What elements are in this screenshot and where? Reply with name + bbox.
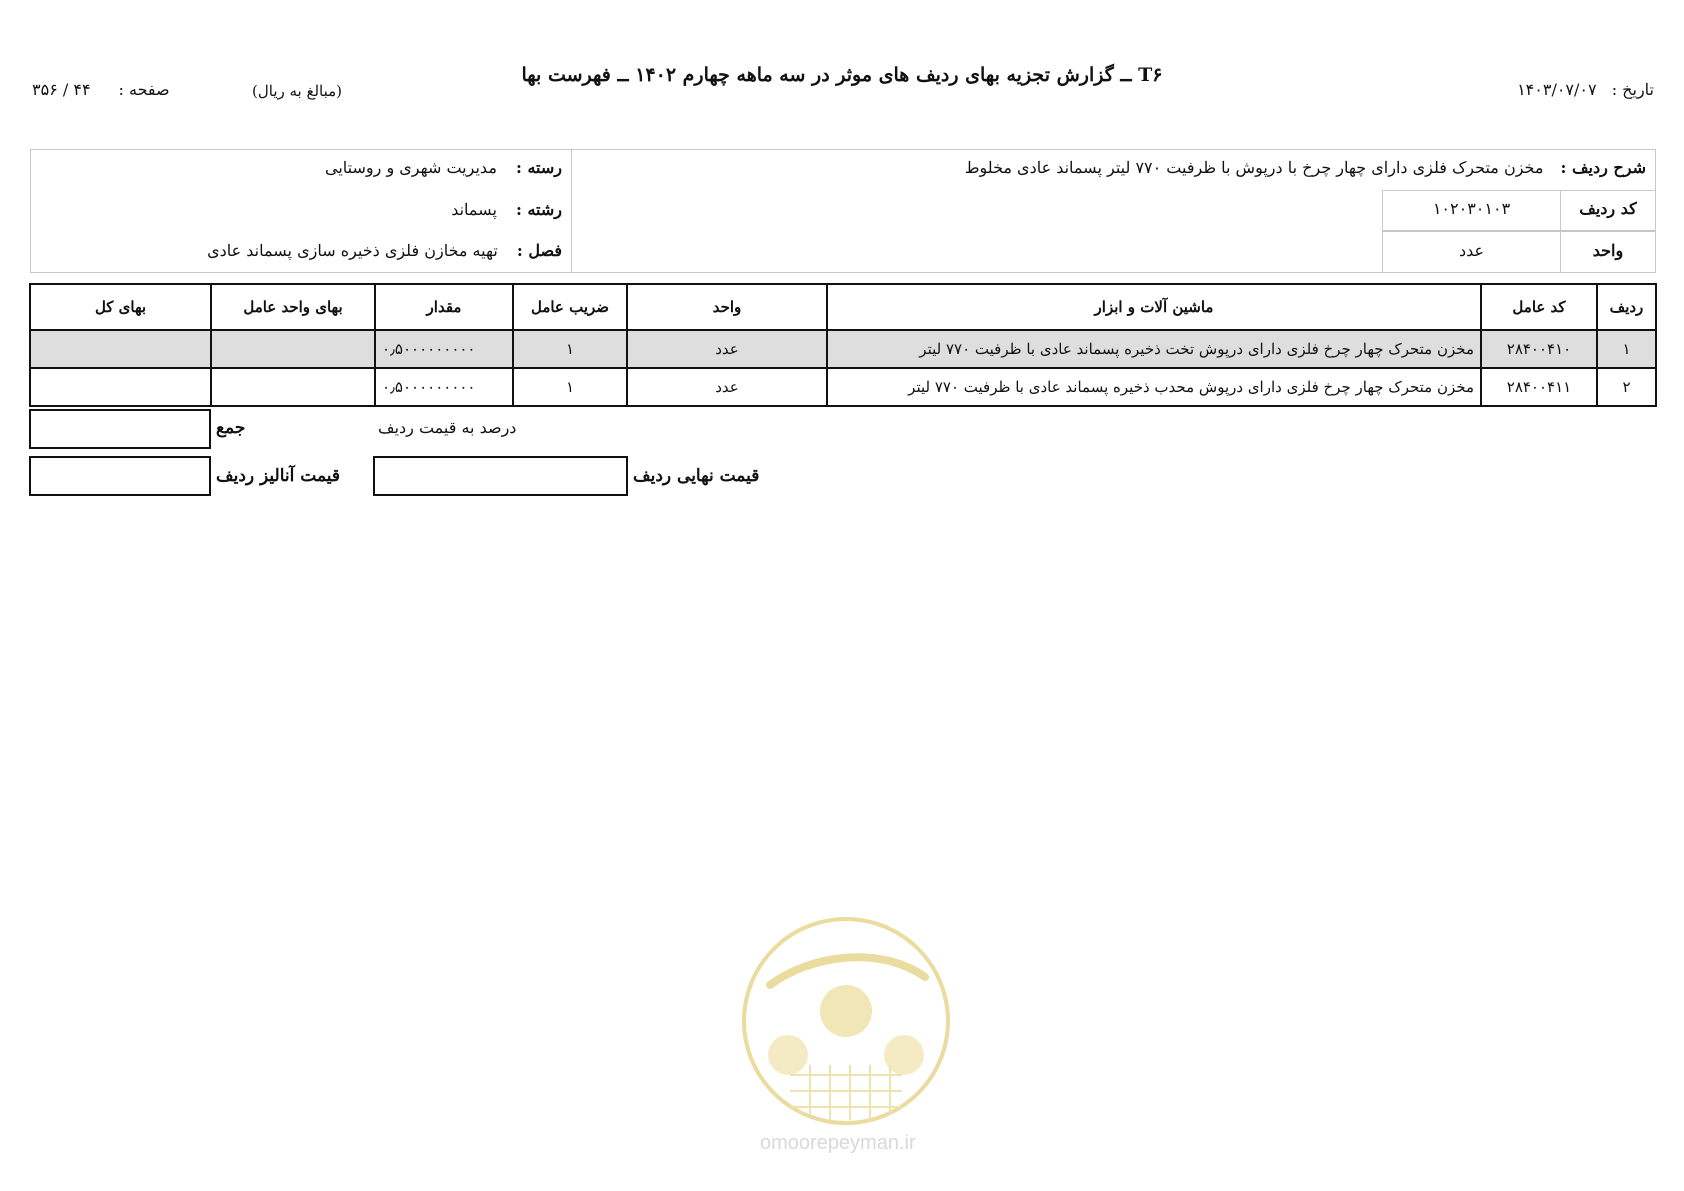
chapter-value: تهیه مخازن فلزی ذخیره سازی پسماند عادی <box>207 241 498 260</box>
unit: عدد <box>627 330 827 368</box>
page-label: صفحه : <box>118 80 170 99</box>
unit: عدد <box>627 368 827 406</box>
category-row <box>325 158 562 177</box>
final-price-label: قیمت نهایی ردیف <box>633 466 760 486</box>
analysis-price-box <box>29 456 211 496</box>
header-row-number: ردیف <box>1597 284 1656 330</box>
chapter-row <box>207 241 562 260</box>
row-number: ۲ <box>1597 368 1656 406</box>
header-unit: واحد <box>627 284 827 330</box>
page-value: ۴۴ / ۳۵۶ <box>32 80 91 99</box>
code-value: ۱۰۲۰۳۰۱۰۳ <box>1432 199 1511 218</box>
date-block <box>1517 80 1654 99</box>
info-divider <box>571 149 572 273</box>
unit-value: عدد <box>1458 241 1485 260</box>
currency-note: (مبالغ به ریال) <box>252 82 343 100</box>
watermark-logo <box>740 915 952 1127</box>
code-label: کد ردیف <box>1579 199 1637 218</box>
date-value: ۱۴۰۳/۰۷/۰۷ <box>1517 80 1597 99</box>
total-price <box>30 330 211 368</box>
header-unit-price: بهای واحد عامل <box>211 284 375 330</box>
factor-code: ۲۸۴۰۰۴۱۰ <box>1481 330 1597 368</box>
table-header-row <box>30 284 1656 330</box>
sum-label: جمع <box>216 418 246 438</box>
factor-coef: ۱ <box>513 368 627 406</box>
description-row <box>600 158 1646 177</box>
description-label: شرح ردیف : <box>1560 158 1646 177</box>
watermark-seal-icon <box>740 915 952 1127</box>
field-label: رشته : <box>515 200 562 219</box>
final-price-box <box>373 456 628 496</box>
header-machinery: ماشین آلات و ابزار <box>827 284 1481 330</box>
factor-coef: ۱ <box>513 330 627 368</box>
header-quantity: مقدار <box>375 284 513 330</box>
factor-code: ۲۸۴۰۰۴۱۱ <box>1481 368 1597 406</box>
page-block <box>32 80 170 99</box>
table-row <box>30 368 1656 406</box>
chapter-label: فصل : <box>516 241 562 260</box>
factors-table <box>29 283 1657 407</box>
machinery-desc: مخزن متحرک چهار چرخ فلزی دارای درپوش تخت ذخیره پسماند عادی با ظرفیت ۷۷۰ لیتر <box>827 330 1481 368</box>
header-factor-coef: ضریب عامل <box>513 284 627 330</box>
watermark-url: omoorepeyman.ir <box>760 1132 916 1154</box>
quantity: ۰٫۵۰۰۰۰۰۰۰۰۰ <box>375 330 513 368</box>
sum-total-box <box>29 409 211 449</box>
analysis-price-label: قیمت آنالیز ردیف <box>216 466 341 486</box>
field-value: پسماند <box>451 200 497 219</box>
header-total-price: بهای کل <box>30 284 211 330</box>
category-value: مدیریت شهری و روستایی <box>325 158 497 177</box>
description-value: مخزن متحرک فلزی دارای چهار چرخ با درپوش با ظرفیت ۷۷۰ لیتر پسماند عادی مخلوط <box>964 158 1544 177</box>
row-number: ۱ <box>1597 330 1656 368</box>
unit-price <box>211 368 375 406</box>
machinery-desc: مخزن متحرک چهار چرخ فلزی دارای درپوش محدب ذخیره پسماند عادی با ظرفیت ۷۷۰ لیتر <box>827 368 1481 406</box>
quantity: ۰٫۵۰۰۰۰۰۰۰۰۰ <box>375 368 513 406</box>
field-row <box>451 200 562 219</box>
category-label: رسته : <box>515 158 562 177</box>
report-title: T۶ ــ گزارش تجزیه بهای ردیف های موثر در سه ماهه چهارم ۱۴۰۲ ــ فهرست بها <box>521 64 1163 86</box>
total-price <box>30 368 211 406</box>
date-label: تاریخ : <box>1611 80 1654 99</box>
header-factor-code: کد عامل <box>1481 284 1597 330</box>
percent-label: درصد به قیمت ردیف <box>378 418 517 437</box>
table-row <box>30 330 1656 368</box>
unit-price <box>211 330 375 368</box>
unit-label: واحد <box>1592 241 1624 260</box>
